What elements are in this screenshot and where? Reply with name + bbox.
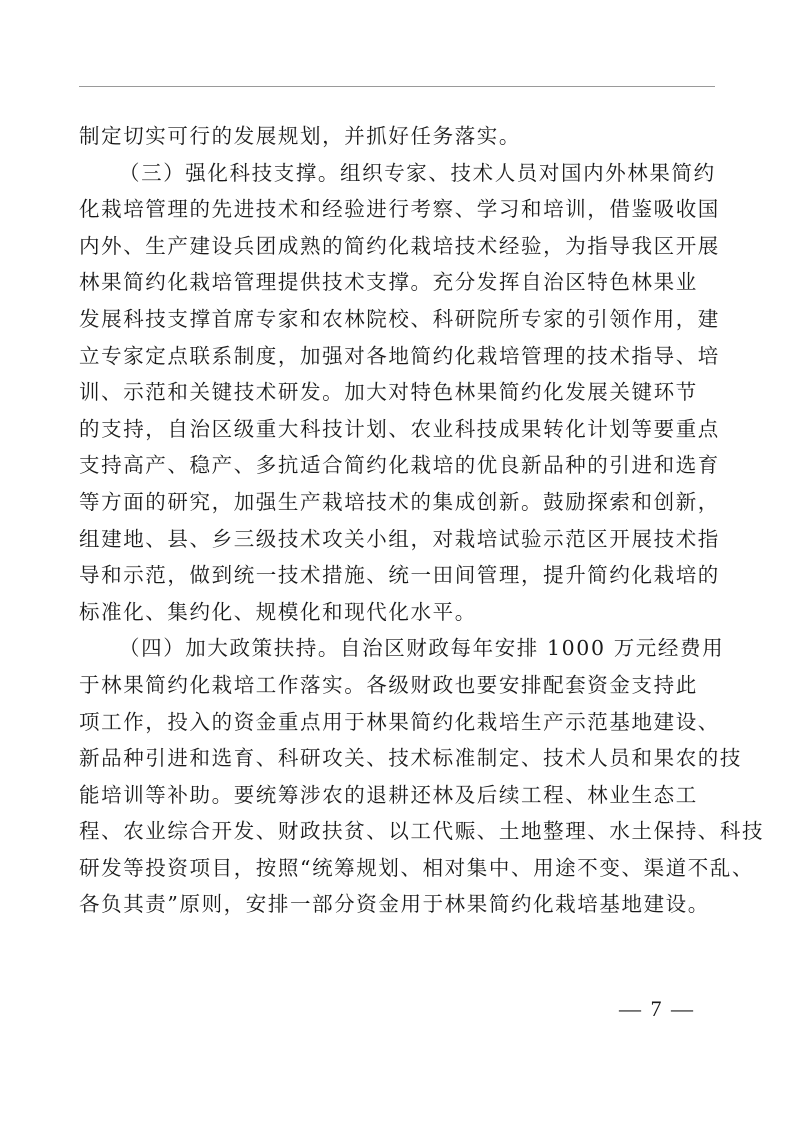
text-line: 训、示范和关键技术研发。加大对特色林果简约化发展关键环节 <box>79 380 698 405</box>
text-line: 制定切实可行的发展规划，并抓好任务落实。 <box>79 124 521 148</box>
text-line: 支持高产、稳产、多抗适合简约化栽培的优良新品种的引进和选育 <box>79 453 720 478</box>
text-line: 导和示范，做到统一技术措施、统一田间管理，提升简约化栽培的 <box>79 563 720 588</box>
text-line: 标准化、集约化、规模化和现代化水平。 <box>79 599 477 624</box>
text-line: 立专家定点联系制度，加强对各地简约化栽培管理的技术指导、培 <box>79 343 720 368</box>
text-line: 研发等投资项目，按照“统筹规划、相对集中、用途不变、渠道不乱、 <box>79 855 755 880</box>
paragraph-first-line: （三）强化科技支撑。组织专家、技术人员对国内外林果简约 <box>119 160 716 185</box>
text-line: 化栽培管理的先进技术和经验进行考察、学习和培训，借鉴吸收国 <box>79 197 720 222</box>
document-body <box>79 118 765 923</box>
text-line: 发展科技支撑首席专家和农林院校、科研院所专家的引领作用，建 <box>79 306 720 331</box>
text-line: 内外、生产建设兵团成熟的简约化栽培技术经验，为指导我区开展 <box>79 233 720 258</box>
text-line: 项工作，投入的资金重点用于林果简约化栽培生产示范基地建设、 <box>79 709 720 734</box>
text-line: 组建地、县、乡三级技术攻关小组，对栽培试验示范区开展技术指 <box>79 526 720 551</box>
page-number: — 7 — <box>619 996 695 1021</box>
header-rule <box>79 86 715 87</box>
text-line: 能培训等补助。要统筹涉农的退耕还林及后续工程、林业生态工 <box>79 782 698 807</box>
text-line: 各负其责”原则，安排一部分资金用于林果简约化栽培基地建设。 <box>79 892 710 917</box>
text-line: 等方面的研究，加强生产栽培技术的集成创新。鼓励探索和创新， <box>79 489 720 514</box>
text-line: 新品种引进和选育、科研攻关、技术标准制定、技术人员和果农的技 <box>79 746 742 771</box>
text-line: 于林果简约化栽培工作落实。各级财政也要安排配套资金支持此 <box>79 672 698 697</box>
text-line: 的支持，自治区级重大科技计划、农业科技成果转化计划等要重点 <box>79 416 720 441</box>
paragraph-first-line: （四）加大政策扶持。自治区财政每年安排 1000 万元经费用 <box>119 636 725 661</box>
text-line: 林果简约化栽培管理提供技术支撑。充分发挥自治区特色林果业 <box>79 270 698 295</box>
text-line: 程、农业综合开发、财政扶贫、以工代赈、土地整理、水土保持、科技 <box>79 819 765 844</box>
